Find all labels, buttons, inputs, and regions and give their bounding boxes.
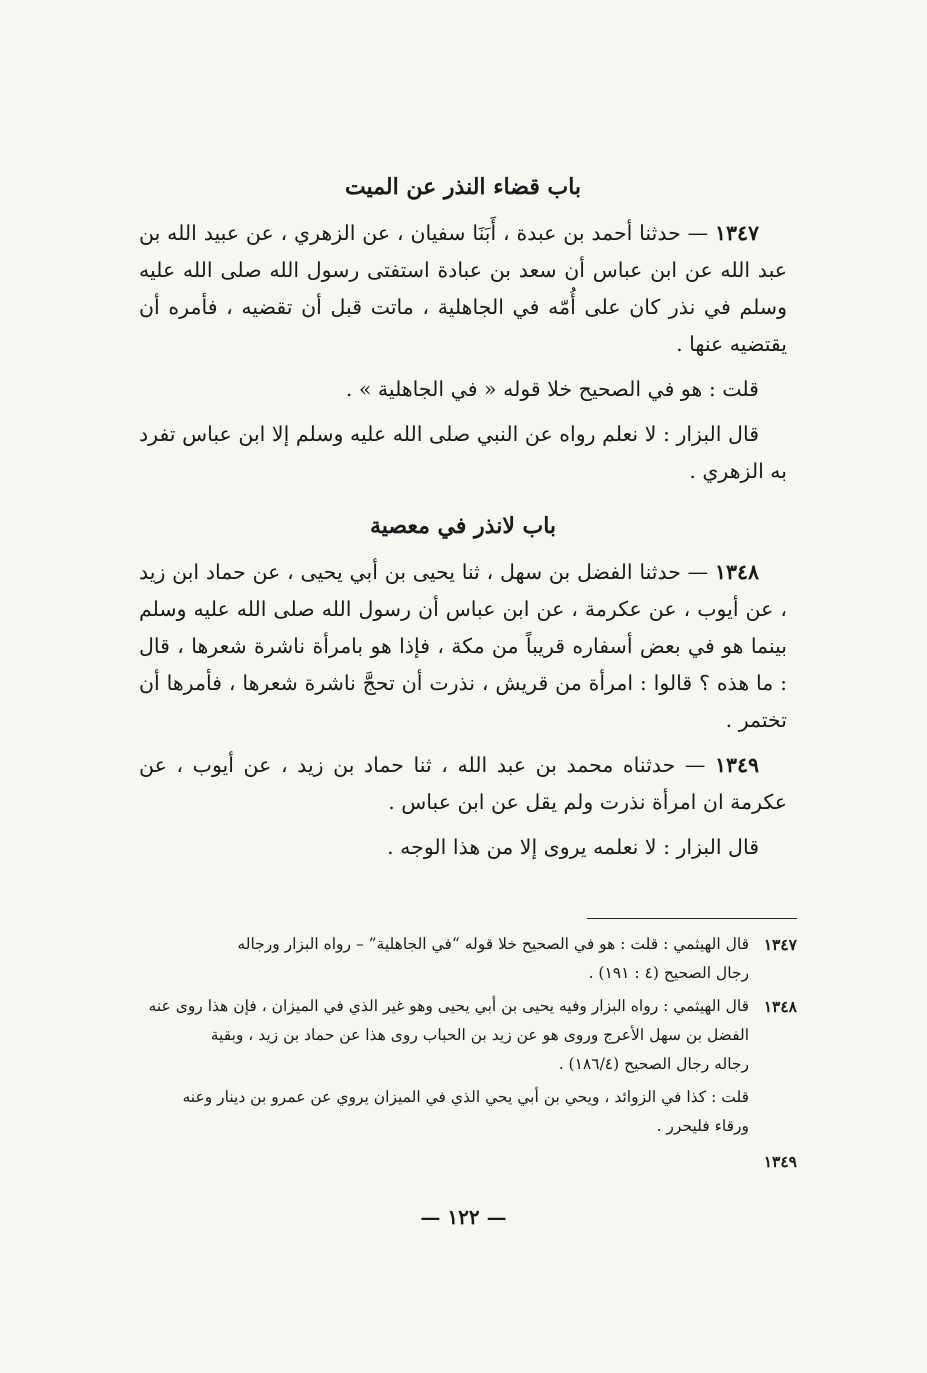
hadith-1348 [139,554,787,739]
hadith-text: — حدثنا أحمد بن عبدة ، أَبَنَا سفيان ، عن الزهري ، عن عبيد الله بن عبد الله عن ابن عباس أن سعد بن عبادة استفتى رسول الله صلى الله عليه وسلم في نذر كان على أُمّه في الجاهلية ، ماتت قبل أن تقضيه ، فأمره أن يقتضيه عنها . [139,221,787,356]
footnote-extra-line: ورقاء فليحرر . [656,1117,749,1135]
footnotes [132,930,797,1176]
hadith-1347 [139,215,787,363]
footnote-divider [587,918,797,919]
hadith-text: — حدثناه محمد بن عبد الله ، ثنا حماد بن زيد ، عن أيوب ، عن عكرمة ان امرأة نذرت ولم يقل عن ابن عباس . [139,753,787,814]
footnote-number: ١٣٤٨ [763,997,797,1016]
footnote-line: الفضل بن سهل الأعرج وروى هو عن زيد بن الحباب روى هذا عن حماد بن زيد ، وبقية [210,1026,749,1044]
hadith-text: — حدثنا الفضل بن سهل ، ثنا يحيى بن أبي يحيى ، عن حماد ابن زيد ، عن أيوب ، عن عكرمة ، عن ابن عباس أن رسول الله صلى الله عليه وسلم بينما هو في بعض أسفاره قريباً من مكة ، فإذا هو بامرأة ناشرة شعرها ، قال : ما هذه ؟ قالوا : امرأة من قريش ، نذرت أن تحجَّ ناشرة شعرها ، فأمرها أن تختمر . [139,560,787,732]
bazzar-remark-2: قال البزار : لا نعلمه يروى إلا من هذا الوجه . [387,835,759,859]
footnote-body [132,992,749,1079]
bazzar-remark-1: قال البزار : لا نعلم رواه عن النبي صلى الله عليه وسلم إلا ابن عباس تفرد به الزهري . [139,422,787,483]
footnote-line: قال الهيثمي : قلت : هو في الصحيح خلا قوله “في الجاهلية” – رواه البزار ورجاله [237,935,749,953]
hadith-number: ١٣٤٧ [714,221,759,245]
main-text [139,165,787,874]
hadith-number: ١٣٤٨ [714,560,759,584]
hadith-number: ١٣٤٩ [714,753,759,777]
footnote-body [132,930,749,988]
footnote-1348 [132,992,797,1079]
footnote-line: رجاله رجال الصحيح (١٨٦/٤) . [558,1055,749,1073]
footnote-1347 [132,930,797,988]
footnote-extra-line: قلت : كذا في الزوائد ، ويحي بن أبي يحي الذي في الميزان يروي عن عمرو بن دينار وعنه [182,1088,749,1106]
footnote-1349-number: ١٣٤٩ [763,1152,797,1171]
page-number: — ١٢٢ — [420,1205,507,1229]
footnote-number: ١٣٤٧ [763,935,797,954]
footnote-line: قال الهيثمي : رواه البزار وفيه يحيى بن أبي يحيى وهو غير الذي في الميزان ، فإن هذا روى عنه [148,997,749,1015]
section-heading-nadhr-mayyit: باب قضاء النذر عن الميت [344,174,582,200]
qultu-remark: قلت : هو في الصحيح خلا قوله « في الجاهلية » . [345,377,759,401]
section-heading-la-nadhr: باب لانذر في معصية [369,513,557,539]
footnote-line: رجال الصحيح (٤ : ١٩١) . [588,964,749,982]
hadith-1349 [139,747,787,821]
